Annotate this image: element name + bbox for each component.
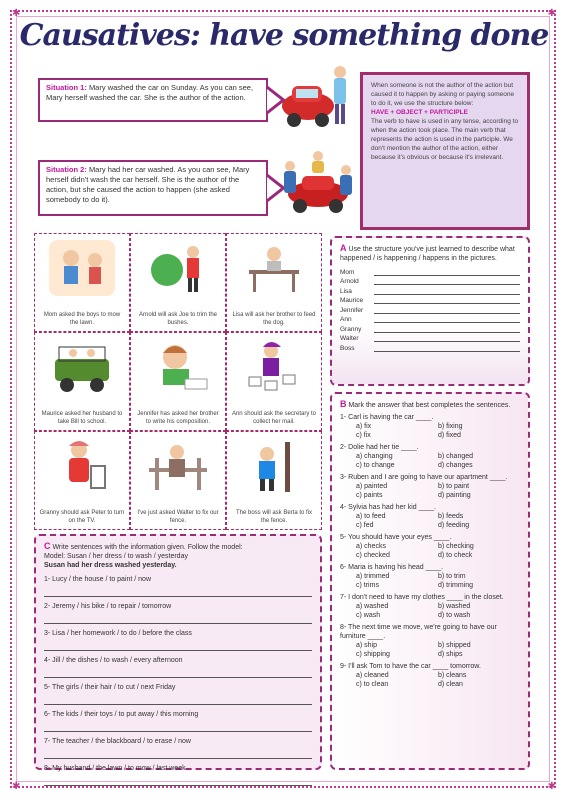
answer-option[interactable]: d) fixed xyxy=(438,432,461,439)
structure-formula: HAVE + OBJECT + PARTICIPLE xyxy=(371,109,468,116)
answer-option[interactable]: a) cleaned xyxy=(356,672,389,679)
answer-option[interactable]: b) to trim xyxy=(438,573,466,580)
answer-line[interactable] xyxy=(44,722,312,732)
answer-option[interactable]: c) fed xyxy=(356,522,374,529)
boy-writing-illustration xyxy=(145,339,211,395)
granny-with-walker-illustration xyxy=(49,438,115,494)
question-text: 9- I'll ask Tom to have the car ____ tomorrow. xyxy=(340,663,481,670)
picture-caption: The boss will ask Berta to fix the fence. xyxy=(235,510,313,524)
answer-options xyxy=(340,671,520,689)
section-a-box xyxy=(330,236,530,386)
exercise-prompt: 1- Lucy / the house / to paint / now xyxy=(44,576,152,583)
question-text: 1- Carl is having the car ____. xyxy=(340,414,434,421)
answer-line[interactable] xyxy=(340,304,520,314)
answer-line[interactable] xyxy=(44,587,312,597)
answer-option[interactable]: d) painting xyxy=(438,492,471,499)
answer-option[interactable]: d) trimming xyxy=(438,582,474,589)
section-a-instruction-row xyxy=(340,244,520,263)
answer-options xyxy=(340,422,520,440)
answer-line[interactable] xyxy=(44,776,312,786)
answer-options xyxy=(340,602,520,620)
answer-option[interactable]: b) to paint xyxy=(438,483,470,490)
question-text: 4- Sylvia has had her kid ____. xyxy=(340,504,437,511)
exercise-item xyxy=(44,656,312,678)
section-b-questions xyxy=(340,413,520,689)
answer-option[interactable]: b) fixing xyxy=(438,423,463,430)
picture-cell xyxy=(34,233,130,332)
answer-line[interactable] xyxy=(340,333,520,343)
star-decoration-icon: ✱ xyxy=(12,781,21,792)
answer-option[interactable]: a) changing xyxy=(356,453,393,460)
answer-options xyxy=(340,482,520,500)
man-trimming-bush-illustration xyxy=(145,240,211,296)
star-decoration-icon: ✱ xyxy=(547,781,556,792)
picture-grid xyxy=(34,233,322,530)
question-text: 6- Maria is having his head ____. xyxy=(340,564,444,571)
question-text: 5- You should have your eyes ____. xyxy=(340,534,452,541)
answer-line[interactable] xyxy=(340,285,520,295)
exercise-prompt: 8- My husband / the lawn / to mow / last week xyxy=(44,765,186,772)
answer-options xyxy=(340,542,520,560)
answer-option[interactable]: b) washed xyxy=(438,603,471,610)
answer-line[interactable] xyxy=(44,641,312,651)
answer-options xyxy=(340,452,520,470)
answer-option[interactable]: d) changes xyxy=(438,462,473,469)
man-with-post-illustration xyxy=(241,438,307,494)
model-answer: Susan had her dress washed yesterday. xyxy=(44,562,177,569)
exercise-prompt: 3- Lisa / her homework / to do / before the class xyxy=(44,630,192,637)
answer-line[interactable] xyxy=(340,295,520,305)
answer-option[interactable]: a) fix xyxy=(356,423,372,430)
answer-option[interactable]: b) feeds xyxy=(438,513,464,520)
answer-name: Ann xyxy=(340,316,352,323)
situation-2-heading: Situation 2: xyxy=(46,165,87,174)
picture-caption: Lisa will ask her brother to feed the dog. xyxy=(232,312,316,326)
answer-option[interactable]: b) checking xyxy=(438,543,474,550)
picture-cell xyxy=(34,332,130,431)
picture-caption: Maurice asked her husband to take Bill to school. xyxy=(41,411,123,425)
answer-line[interactable] xyxy=(44,695,312,705)
answer-option[interactable]: a) to feed xyxy=(356,513,386,520)
exercise-prompt: 6- The kids / their toys / to put away / this morning xyxy=(44,711,199,718)
exercise-item xyxy=(44,602,312,624)
picture-cell xyxy=(130,431,226,530)
answer-line[interactable] xyxy=(340,314,520,324)
picture-caption: Arnold will ask Joe to trim the bushes. xyxy=(138,312,218,326)
woman-with-mail-illustration xyxy=(241,339,307,395)
family-in-jeep-illustration xyxy=(49,339,115,395)
answer-line[interactable] xyxy=(44,668,312,678)
section-c-letter: C xyxy=(44,541,51,551)
section-b-box xyxy=(330,392,530,770)
answer-option[interactable]: b) cleans xyxy=(438,672,467,679)
answer-option[interactable]: c) checked xyxy=(356,552,390,559)
answer-name: Maurice xyxy=(340,297,364,304)
answer-option[interactable]: c) paints xyxy=(356,492,383,499)
answer-line[interactable] xyxy=(44,614,312,624)
answer-line[interactable] xyxy=(340,276,520,286)
answer-option[interactable]: c) wash xyxy=(356,612,381,619)
exercise-prompt: 2- Jeremy / his bike / to repair / tomorrow xyxy=(44,603,172,610)
answer-options xyxy=(340,641,520,659)
star-decoration-icon: ✱ xyxy=(12,8,21,19)
picture-cell xyxy=(130,332,226,431)
exercise-item xyxy=(44,764,312,786)
answer-line[interactable] xyxy=(340,323,520,333)
answer-options xyxy=(340,572,520,590)
section-a-letter: A xyxy=(340,243,347,253)
explanation-box xyxy=(360,72,530,230)
picture-caption: Mom asked the boys to mow the lawn. xyxy=(43,312,121,326)
section-b-letter: B xyxy=(340,399,347,409)
answer-option[interactable]: c) fix xyxy=(356,432,371,439)
exercise-item xyxy=(44,737,312,759)
situation-1-heading: Situation 1: xyxy=(46,83,87,92)
picture-cell xyxy=(34,431,130,530)
woman-washing-car-illustration xyxy=(278,58,356,132)
answer-name: Walter xyxy=(340,335,359,342)
section-c-items xyxy=(44,575,312,786)
picture-cell xyxy=(226,431,322,530)
picture-caption: Granny should ask Peter to turn on the TV. xyxy=(39,510,125,524)
answer-line[interactable] xyxy=(44,749,312,759)
situation-1-box xyxy=(38,78,268,122)
answer-option[interactable]: d) feeding xyxy=(438,522,470,529)
picture-caption: Ann should ask the secretary to collect her mail. xyxy=(231,411,317,425)
answer-option[interactable]: a) trimmed xyxy=(356,573,390,580)
answer-option[interactable]: a) painted xyxy=(356,483,388,490)
explanation-text-2: The verb to have is used in any tense, according to when the action took place. The main verb that represents the action is used in the participle. We don't mention the author of the action, either because it's obvious or because it's irrelevant. xyxy=(371,118,519,161)
answer-name: Mom xyxy=(340,268,355,276)
question-text: 3- Ruben and I are going to have our apartment ____. xyxy=(340,474,508,481)
section-a-instruction: Use the structure you've just learned to describe what happened / is happening / happens in the pictures. xyxy=(340,246,515,262)
exercise-item xyxy=(44,575,312,597)
answer-name: Boss xyxy=(340,344,355,352)
situation-1-text: Mary washed the car on Sunday. As you can see, Mary herself washed the car. She is the author of the action. xyxy=(46,83,254,102)
answer-option[interactable]: d) clean xyxy=(438,681,463,688)
exercise-prompt: 5- The girls / their hair / to cut / next Friday xyxy=(44,684,176,691)
answer-option[interactable]: d) to wash xyxy=(438,612,471,619)
answer-line[interactable] xyxy=(340,342,520,352)
exercise-prompt: 4- Jill / the dishes / to wash / every afternoon xyxy=(44,657,183,664)
answer-option[interactable]: c) shipping xyxy=(356,651,390,658)
explanation-text-1: When someone is not the author of the action but caused it to happen by asking or paying someone to do it, we use the structure below: xyxy=(371,82,515,107)
page-title: Causatives: have something done xyxy=(19,18,549,53)
situation-2-text: Mary had her car washed. As you can see, Mary herself didn't wash the car herself. She is the author of the action, but she caused the action to happen (she asked somebody to do it). xyxy=(46,165,250,204)
answer-name: Arnold xyxy=(340,278,359,285)
man-at-desk-illustration xyxy=(241,240,307,296)
section-b-instruction: Mark the answer that best completes the sentences. xyxy=(348,402,511,409)
answer-name: Lisa xyxy=(340,287,352,295)
exercise-item xyxy=(44,629,312,651)
section-b-instruction-row xyxy=(340,400,520,410)
situation-2-box xyxy=(38,160,268,216)
answer-option[interactable]: d) to check xyxy=(438,552,473,559)
answer-line[interactable] xyxy=(340,266,520,276)
answer-option[interactable]: c) to change xyxy=(356,462,395,469)
question-text: 8- The next time we move, we're going to have our furniture ____. xyxy=(340,624,497,640)
answer-name: Jennifer xyxy=(340,306,364,314)
exercise-prompt: 7- The teacher / the blackboard / to erase / now xyxy=(44,738,191,745)
section-c-instruction: Write sentences with the information given. Follow the model: xyxy=(52,544,243,551)
picture-caption: I've just asked Walter to fix our fence. xyxy=(137,510,219,524)
star-decoration-icon: ✱ xyxy=(547,8,556,19)
picture-caption: Jennifer has asked her brother to write his composition. xyxy=(137,411,219,425)
picture-cell xyxy=(226,233,322,332)
section-c-box xyxy=(34,534,322,770)
answer-options xyxy=(340,512,520,530)
exercise-item xyxy=(44,710,312,732)
answer-option[interactable]: a) washed xyxy=(356,603,389,610)
picture-cell xyxy=(226,332,322,431)
man-fixing-fence-illustration xyxy=(145,438,211,494)
answer-option[interactable]: c) to clean xyxy=(356,681,389,688)
question-text: 2- Dolie had her tie ____. xyxy=(340,444,419,451)
answer-option[interactable]: b) shipped xyxy=(438,642,471,649)
answer-option[interactable]: a) checks xyxy=(356,543,386,550)
answer-option[interactable]: b) changed xyxy=(438,453,474,460)
mechanics-washing-car-illustration xyxy=(278,146,356,220)
question-text: 7- I don't need to have my clothes ____ in the closet. xyxy=(340,594,504,601)
answer-name: Granny xyxy=(340,325,362,333)
answer-option[interactable]: c) trims xyxy=(356,582,379,589)
picture-cell xyxy=(130,233,226,332)
boys-mowing-illustration xyxy=(49,240,115,296)
answer-option[interactable]: d) ships xyxy=(438,651,463,658)
exercise-item xyxy=(44,683,312,705)
answer-option[interactable]: a) ship xyxy=(356,642,378,649)
model-sentence: Model: Susan / her dress / to wash / yesterday xyxy=(44,553,188,560)
